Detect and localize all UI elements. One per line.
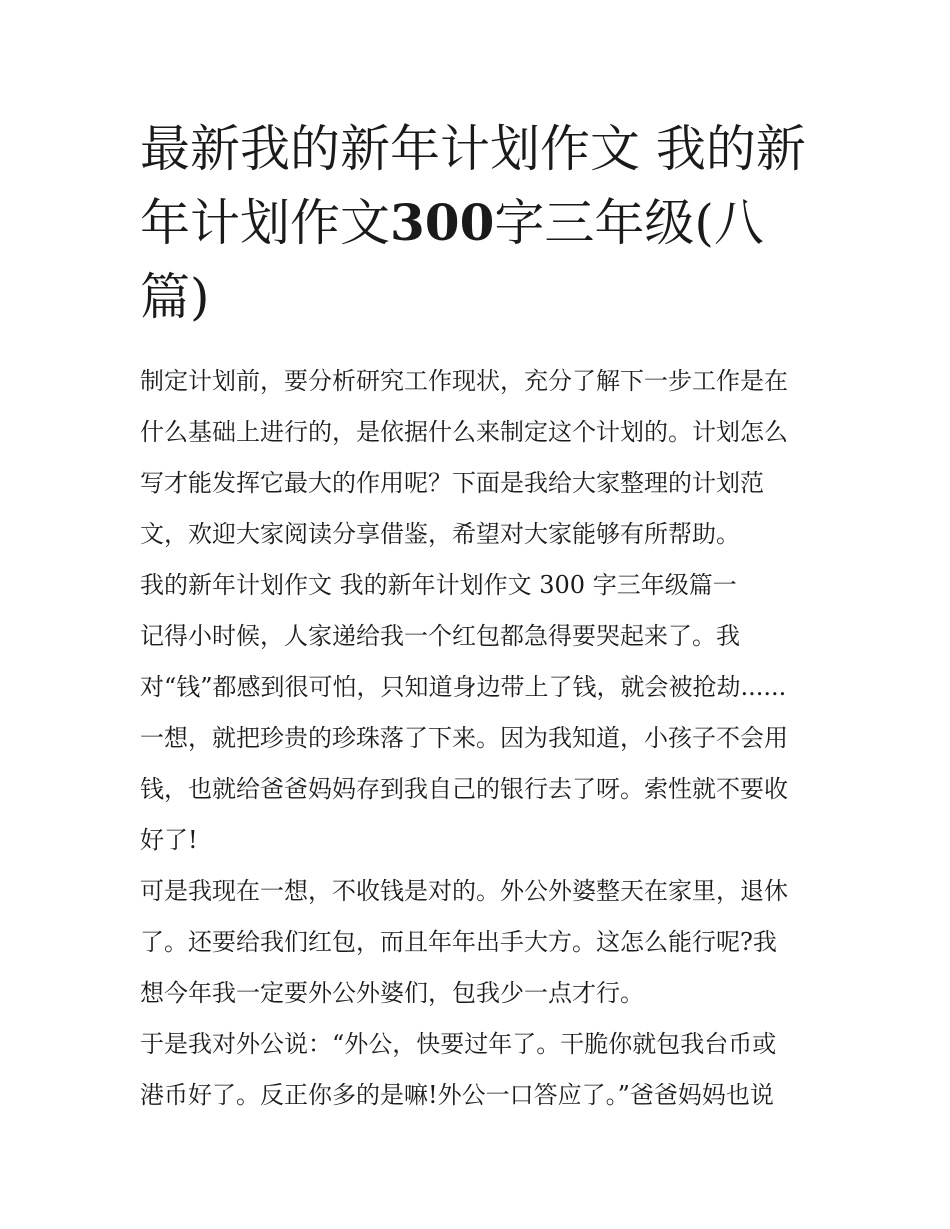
body-line: 于是我对外公说：“外公，快要过年了。干脆你就包我台币或 (140, 1030, 777, 1058)
body-line: 可是我现在一想，不收钱是对的。外公外婆整天在家里，退休 (140, 877, 788, 905)
section-heading: 我的新年计划作文 我的新年计划作文 300 字三年级篇一 (140, 571, 737, 599)
title-line-3: 篇) (140, 268, 210, 326)
body-line: 记得小时候，人家递给我一个红包都急得要哭起来了。我 (140, 622, 740, 650)
title-line-2: 年计划作文300字三年级(八 (140, 193, 764, 252)
document-body (140, 356, 820, 1121)
body-line: 想今年我一定要外公外婆们，包我少一点才行。 (140, 979, 644, 1007)
body-line: 一想，就把珍贵的珍珠落了下来。因为我知道，小孩子不会用 (140, 724, 788, 752)
body-line: 什么基础上进行的，是依据什么来制定这个计划的。计划怎么 (140, 418, 788, 446)
body-line: 文，欢迎大家阅读分享借鉴，希望对大家能够有所帮助。 (140, 520, 740, 548)
body-line: 写才能发挥它最大的作用呢？下面是我给大家整理的计划范 (140, 469, 764, 497)
document-title (140, 112, 820, 334)
body-line: 对“钱”都感到很可怕，只知道身边带上了钱，就会被抢劫...... (140, 673, 787, 701)
body-line: 钱，也就给爸爸妈妈存到我自己的银行去了呀。索性就不要收 (140, 775, 788, 803)
body-line: 港币好了。反正你多的是嘛!外公一口答应了。”爸爸妈妈也说 (140, 1081, 774, 1109)
body-line: 制定计划前，要分析研究工作现状，充分了解下一步工作是在 (140, 367, 788, 395)
body-line: 了。还要给我们红包，而且年年出手大方。这怎么能行呢?我 (140, 928, 777, 956)
body-line: 好了! (140, 826, 198, 854)
title-line-1: 最新我的新年计划作文 我的新 (140, 120, 806, 178)
